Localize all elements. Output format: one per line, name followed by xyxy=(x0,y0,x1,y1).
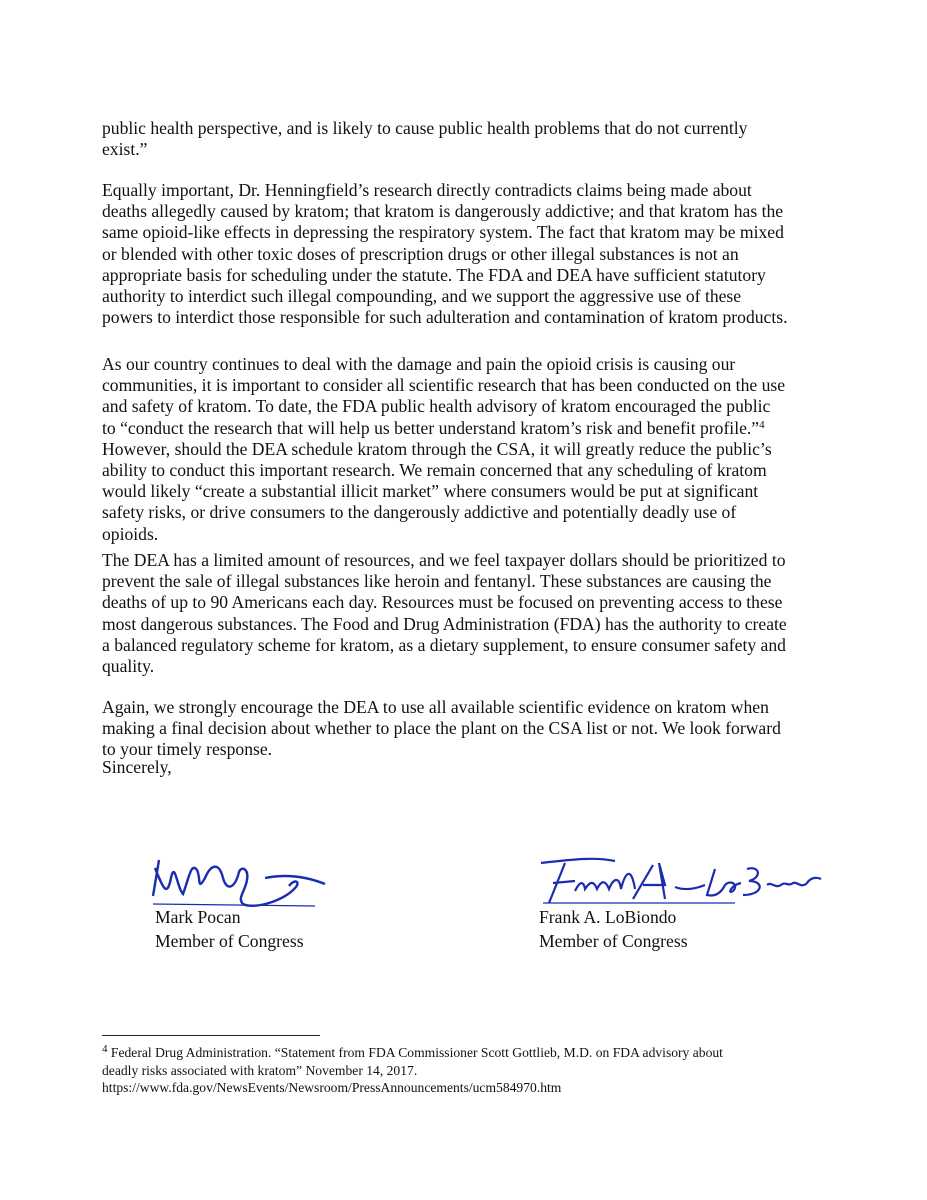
paragraph xyxy=(102,550,787,677)
paragraph-line xyxy=(102,697,781,718)
line-text: authority to interdict such illegal compounding, and we support the aggressive use of these xyxy=(102,286,742,307)
paragraph-line xyxy=(102,265,788,286)
line-text: to “conduct the research that will help us better understand kratom’s risk and benefit profile.” xyxy=(102,417,760,438)
line-text: However, should the DEA schedule kratom through the CSA, it will greatly reduce the public’s xyxy=(102,438,772,459)
line-text: As our country continues to deal with the damage and pain the opioid crisis is causing our xyxy=(102,354,736,374)
paragraph-line xyxy=(102,180,788,201)
paragraph-line xyxy=(102,139,747,160)
paragraph-line xyxy=(102,244,788,265)
line-text: The DEA has a limited amount of resources, and we feel taxpayer dollars should be prioritized to xyxy=(102,550,786,570)
paragraph-line xyxy=(102,550,787,571)
line-text: opioids. xyxy=(102,523,159,544)
line-text: communities, it is important to consider all scientific research that has been conducted on the use xyxy=(102,375,786,396)
paragraph-line xyxy=(102,656,787,677)
paragraph-line xyxy=(102,118,747,139)
paragraph-line xyxy=(102,418,785,439)
line-text: making a final decision about whether to place the plant on the CSA list or not. We look forward xyxy=(102,718,781,739)
line-text: exist.” xyxy=(102,139,148,160)
line-text: most dangerous substances. The Food and Drug Administration (FDA) has the authority to create xyxy=(102,613,787,634)
paragraph-line xyxy=(102,222,788,243)
line-text: safety risks, or drive consumers to the dangerously addictive and potentially deadly use of xyxy=(102,502,737,523)
paragraph-line xyxy=(102,739,781,760)
signatory-name: Frank A. LoBiondo xyxy=(539,907,677,927)
paragraph-line xyxy=(102,307,788,328)
line-text: deaths of up to 90 Americans each day. Resources must be focused on preventing access to these xyxy=(102,592,783,613)
paragraph-line xyxy=(102,354,785,375)
line-text: deaths allegedly caused by kratom; that kratom is dangerously addictive; and that kratom has the xyxy=(102,201,784,222)
paragraph-line xyxy=(102,571,787,592)
paragraph-line xyxy=(102,201,788,222)
footnote-divider xyxy=(102,1035,320,1036)
line-text: quality. xyxy=(102,656,155,677)
paragraph-line xyxy=(102,375,785,396)
line-text: to your timely response. xyxy=(102,739,273,760)
line-text: same opioid-like effects in depressing the respiratory system. The fact that kratom may be mixed xyxy=(102,222,784,243)
line-text: powers to interdict those responsible for such adulteration and contamination of kratom products. xyxy=(102,307,788,328)
footnote-line: Federal Drug Administration. “Statement from FDA Commissioner Scott Gottlieb, M.D. on FDA advisory about xyxy=(110,1045,723,1060)
line-text: and safety of kratom. To date, the FDA public health advisory of kratom encouraged the public xyxy=(102,396,771,417)
paragraph-line xyxy=(102,481,785,502)
paragraph xyxy=(102,180,788,328)
line-text: public health perspective, and is likely to cause public health problems that do not currently xyxy=(102,118,748,138)
signatory-frank-lobiondo xyxy=(539,905,688,953)
footnote xyxy=(102,1044,723,1097)
line-text: appropriate basis for scheduling under the statute. The FDA and DEA have sufficient statutory xyxy=(102,264,766,285)
signatory-title: Member of Congress xyxy=(539,931,688,951)
signature-frank-lobiondo xyxy=(535,855,825,910)
line-text: would likely “create a substantial illicit market” where consumers would be put at significant xyxy=(102,481,759,502)
footnote-reference: 4 xyxy=(759,418,765,431)
paragraph-line xyxy=(102,396,785,417)
paragraph xyxy=(102,354,785,545)
line-text: or blended with other toxic doses of prescription drugs or other illegal substances is not an xyxy=(102,243,739,264)
paragraph xyxy=(102,118,747,160)
paragraph-line xyxy=(102,439,785,460)
line-text: a balanced regulatory scheme for kratom, as a dietary supplement, to ensure consumer safety and xyxy=(102,634,786,655)
footnote-line: deadly risks associated with kratom” November 14, 2017. xyxy=(102,1062,418,1078)
paragraph-line xyxy=(102,286,788,307)
paragraph-line xyxy=(102,460,785,481)
footnote-mark: 4 xyxy=(102,1043,108,1055)
footnote-url: https://www.fda.gov/NewsEvents/Newsroom/PressAnnouncements/ucm584970.htm xyxy=(102,1080,562,1095)
line-text: ability to conduct this important research. We remain concerned that any scheduling of kratom xyxy=(102,460,767,481)
paragraph-line xyxy=(102,635,787,656)
signatory-title: Member of Congress xyxy=(155,931,304,951)
line-text: Again, we strongly encourage the DEA to use all available scientific evidence on kratom when xyxy=(102,697,769,717)
line-text: Equally important, Dr. Henningfield’s research directly contradicts claims being made about xyxy=(102,180,752,200)
closing: Sincerely, xyxy=(102,757,172,777)
paragraph-line xyxy=(102,592,787,613)
signatory-mark-pocan xyxy=(155,905,304,953)
signatory-name: Mark Pocan xyxy=(155,907,241,927)
paragraph-line xyxy=(102,614,787,635)
paragraph-line xyxy=(102,502,785,523)
paragraph-line xyxy=(102,718,781,739)
paragraph-line xyxy=(102,524,785,545)
paragraph xyxy=(102,697,781,761)
line-text: prevent the sale of illegal substances like heroin and fentanyl. These substances are causing the xyxy=(102,571,772,592)
